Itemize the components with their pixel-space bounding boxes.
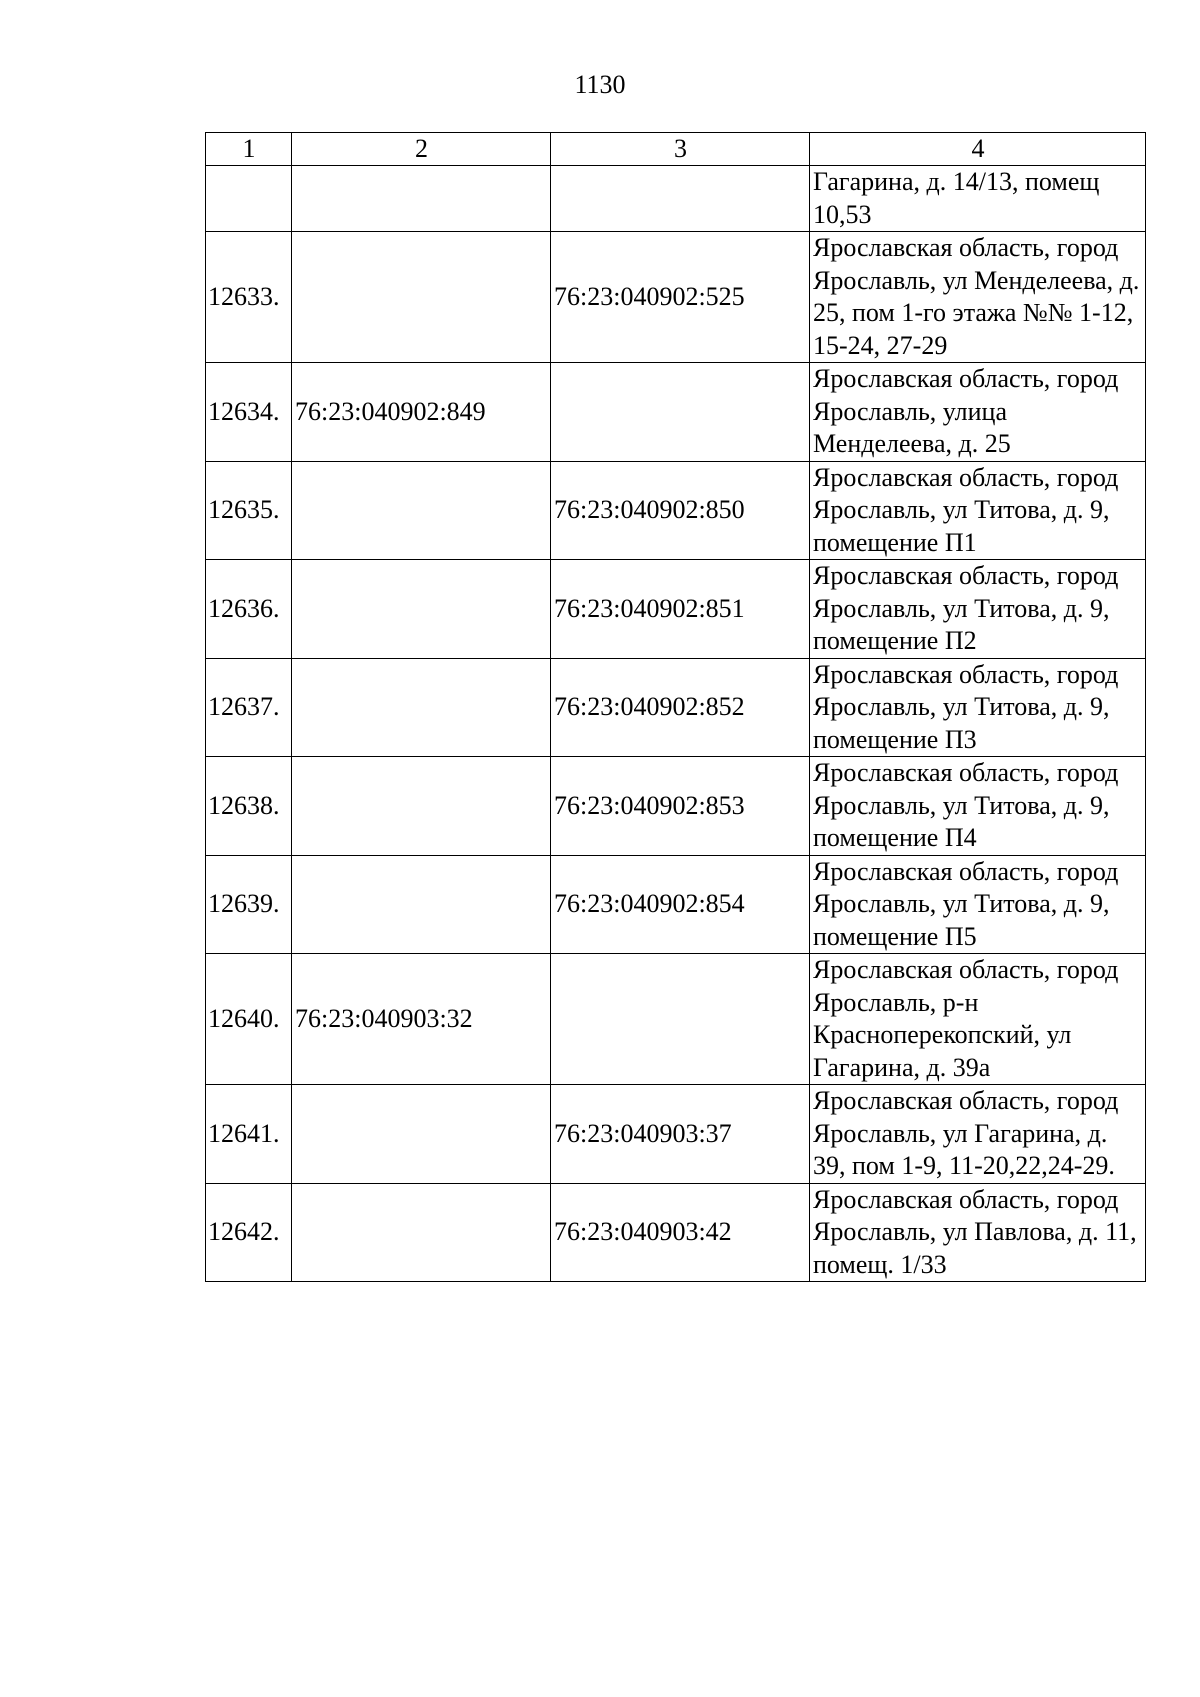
cadastral-number-object: 76:23:040903:42 xyxy=(551,1183,810,1282)
address: Ярославская область, город Ярославль, ул Титова, д. 9, помещение П1 xyxy=(810,461,1146,560)
table-row xyxy=(206,232,1146,363)
address: Ярославская область, город Ярославль, ул Титова, д. 9, помещение П3 xyxy=(810,658,1146,757)
row-number: 12637. xyxy=(206,658,292,757)
row-number: 12641. xyxy=(206,1085,292,1184)
column-header-2: 2 xyxy=(292,133,551,166)
row-number xyxy=(206,166,292,232)
cadastral-number-land xyxy=(292,1183,551,1282)
cadastral-number-object xyxy=(551,166,810,232)
address: Ярославская область, город Ярославль, ул Менделеева, д. 25, пом 1-го этажа №№ 1-12, 15-24, 27-29 xyxy=(810,232,1146,363)
cadastral-number-land xyxy=(292,757,551,856)
table-row xyxy=(206,363,1146,462)
table-row xyxy=(206,1183,1146,1282)
column-header-4: 4 xyxy=(810,133,1146,166)
table-row xyxy=(206,461,1146,560)
cadastral-number-land xyxy=(292,232,551,363)
table-row xyxy=(206,855,1146,954)
address: Гагарина, д. 14/13, помещ 10,53 xyxy=(810,166,1146,232)
column-header-1: 1 xyxy=(206,133,292,166)
row-number: 12638. xyxy=(206,757,292,856)
row-number: 12635. xyxy=(206,461,292,560)
cadastral-number-object: 76:23:040902:854 xyxy=(551,855,810,954)
row-number: 12639. xyxy=(206,855,292,954)
table-row xyxy=(206,954,1146,1085)
cadastral-number-object: 76:23:040902:851 xyxy=(551,560,810,659)
address: Ярославская область, город Ярославль, ул Титова, д. 9, помещение П2 xyxy=(810,560,1146,659)
address: Ярославская область, город Ярославль, ул Павлова, д. 11, помещ. 1/33 xyxy=(810,1183,1146,1282)
cadastral-number-object xyxy=(551,363,810,462)
table-header-row xyxy=(206,133,1146,166)
cadastral-number-object xyxy=(551,954,810,1085)
row-number: 12642. xyxy=(206,1183,292,1282)
address: Ярославская область, город Ярославль, ул Гагарина, д. 39, пом 1-9, 11-20,22,24-29. xyxy=(810,1085,1146,1184)
row-number: 12633. xyxy=(206,232,292,363)
cadastral-number-land: 76:23:040902:849 xyxy=(292,363,551,462)
address: Ярославская область, город Ярославль, ул Титова, д. 9, помещение П4 xyxy=(810,757,1146,856)
address: Ярославская область, город Ярославль, ул Титова, д. 9, помещение П5 xyxy=(810,855,1146,954)
cadastral-number-land xyxy=(292,560,551,659)
registry-table xyxy=(205,132,1146,1282)
table-row xyxy=(206,166,1146,232)
cadastral-number-object: 76:23:040902:853 xyxy=(551,757,810,856)
cadastral-number-land xyxy=(292,461,551,560)
table-row xyxy=(206,757,1146,856)
address: Ярославская область, город Ярославль, улица Менделеева, д. 25 xyxy=(810,363,1146,462)
row-number: 12634. xyxy=(206,363,292,462)
row-number: 12636. xyxy=(206,560,292,659)
cadastral-number-land xyxy=(292,658,551,757)
column-header-3: 3 xyxy=(551,133,810,166)
cadastral-number-land xyxy=(292,1085,551,1184)
address: Ярославская область, город Ярославль, р-н Красноперекопский, ул Гагарина, д. 39а xyxy=(810,954,1146,1085)
cadastral-number-land: 76:23:040903:32 xyxy=(292,954,551,1085)
cadastral-number-land xyxy=(292,166,551,232)
page-number: 1130 xyxy=(574,70,626,99)
cadastral-number-object: 76:23:040903:37 xyxy=(551,1085,810,1184)
cadastral-number-object: 76:23:040902:852 xyxy=(551,658,810,757)
table-row xyxy=(206,560,1146,659)
cadastral-number-object: 76:23:040902:525 xyxy=(551,232,810,363)
table-row xyxy=(206,1085,1146,1184)
cadastral-number-land xyxy=(292,855,551,954)
row-number: 12640. xyxy=(206,954,292,1085)
cadastral-number-object: 76:23:040902:850 xyxy=(551,461,810,560)
table-row xyxy=(206,658,1146,757)
